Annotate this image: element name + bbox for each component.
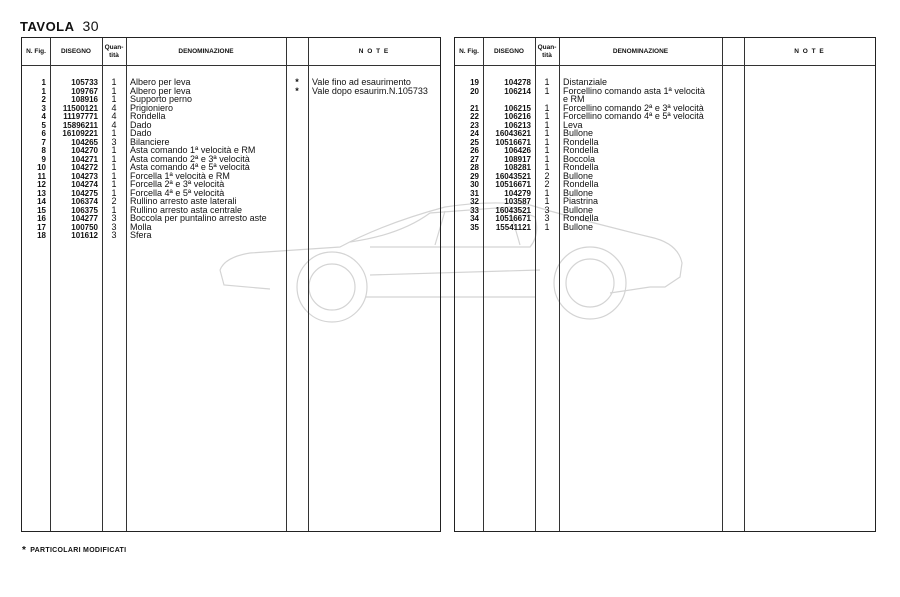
asterisk-icon: * <box>22 545 27 556</box>
code-cell: 104265 <box>71 137 98 147</box>
column-header-name: DENOMINAZIONE <box>612 47 669 55</box>
name-cell: Rondella <box>130 111 166 121</box>
name-cell: Forcellino comando asta 1ª velocità <box>563 85 705 96</box>
name-cell: Bullone <box>563 170 594 181</box>
qty-cell: 3 <box>544 213 550 223</box>
qty-cell: 1 <box>111 187 117 198</box>
fig-cell: 2 <box>41 95 46 104</box>
code-cell: 106215 <box>504 103 531 113</box>
name-cell: Forcellino comando 2ª e 3ª velocità <box>563 102 704 113</box>
qty-cell: 1 <box>544 187 550 198</box>
fig-cell: 7 <box>41 137 46 147</box>
code-cell: 16043521 <box>495 171 531 181</box>
note-cell: Vale dopo esaurim.N.105733 <box>312 85 428 96</box>
column-header-qty: Quan-tità <box>104 43 124 59</box>
qty-cell: 4 <box>111 102 117 113</box>
code-cell: 16109221 <box>62 129 98 138</box>
name-cell: Sfera <box>130 230 152 240</box>
code-cell: 15896211 <box>62 120 98 130</box>
fig-cell: 32 <box>470 197 479 206</box>
name-cell: Asta comando 4ª e 5ª velocità <box>130 162 250 172</box>
name-cell: Rondella <box>563 136 599 147</box>
qty-cell: 3 <box>544 204 550 215</box>
code-cell: 108917 <box>504 154 531 164</box>
code-cell: 109767 <box>71 86 98 96</box>
fig-cell: 6 <box>41 129 46 138</box>
code-cell: 104273 <box>71 171 98 181</box>
name-cell: Rondella <box>563 179 599 189</box>
qty-cell: 3 <box>111 230 117 240</box>
fig-cell: 25 <box>470 137 479 147</box>
qty-cell: 1 <box>111 94 117 104</box>
name-cell: Piastrina <box>563 196 599 206</box>
qty-cell: 1 <box>544 196 550 206</box>
qty-cell: 1 <box>111 77 117 87</box>
name-cell: Distanziale <box>563 77 608 87</box>
name-cell: Dado <box>130 128 152 138</box>
code-cell: 104270 <box>71 146 98 155</box>
qty-cell: 1 <box>544 119 550 130</box>
code-cell: 104271 <box>71 154 98 164</box>
code-cell: 108281 <box>504 163 531 172</box>
code-cell: 104275 <box>71 188 98 198</box>
fig-cell: 23 <box>470 120 479 130</box>
qty-cell: 1 <box>111 162 117 172</box>
code-cell: 103587 <box>504 197 531 206</box>
code-cell: 10516671 <box>495 137 531 147</box>
fig-cell: 10 <box>37 163 46 172</box>
qty-cell: 4 <box>111 111 117 121</box>
column-header-fig: N. Fig. <box>26 47 46 55</box>
fig-cell: 20 <box>470 86 479 96</box>
code-cell: 10516671 <box>495 180 531 189</box>
fig-cell: 28 <box>470 163 479 172</box>
code-cell: 104272 <box>71 163 98 172</box>
qty-cell: 2 <box>111 196 117 206</box>
qty-cell: 1 <box>111 170 117 181</box>
name-cell: Bullone <box>563 204 594 215</box>
table-number: 30 <box>82 18 100 34</box>
table-row <box>455 223 875 232</box>
name-cell: Boccola <box>563 153 596 164</box>
name-cell: Rondella <box>563 213 599 223</box>
name-cell: Rullino arresto asta centrale <box>130 204 243 215</box>
code-cell: 106214 <box>504 86 531 96</box>
code-cell: 15541121 <box>495 222 531 232</box>
fig-cell: 12 <box>37 180 46 189</box>
code-cell: 10516671 <box>495 214 531 223</box>
code-cell: 11197771 <box>63 112 98 121</box>
fig-cell: 4 <box>41 112 46 121</box>
qty-cell: 1 <box>544 136 550 147</box>
qty-cell: 1 <box>544 162 550 172</box>
fig-cell: 19 <box>470 78 479 87</box>
name-cell: Leva <box>563 119 583 130</box>
fig-cell: 18 <box>37 231 46 240</box>
fig-cell: 15 <box>37 205 46 215</box>
code-cell: 11500121 <box>62 103 98 113</box>
fig-cell: 1 <box>41 86 46 96</box>
fig-cell: 14 <box>37 197 46 206</box>
qty-cell: 1 <box>544 145 550 155</box>
header-divider <box>22 65 440 66</box>
code-cell: 106375 <box>71 205 98 215</box>
code-cell: 16043621 <box>495 129 531 138</box>
qty-cell: 1 <box>544 128 550 138</box>
title-label: TAVOLA <box>20 19 75 34</box>
mark-cell: * <box>295 77 299 87</box>
code-cell: 106426 <box>504 146 531 155</box>
code-cell: 106216 <box>504 112 531 121</box>
fig-cell: 21 <box>470 103 479 113</box>
qty-cell: 1 <box>544 153 550 164</box>
qty-cell: 1 <box>111 153 117 164</box>
fig-cell: 34 <box>470 214 479 223</box>
column-header-name: DENOMINAZIONE <box>178 47 234 55</box>
name-cell: Boccola per puntalino arresto aste <box>130 213 267 223</box>
column-header-notes: N O T E <box>358 47 390 55</box>
name-cell: e RM <box>563 94 585 104</box>
name-cell: Forcella 1ª velocità e RM <box>130 170 230 181</box>
fig-cell: 22 <box>470 112 479 121</box>
qty-cell: 4 <box>111 119 117 130</box>
fig-cell: 13 <box>37 188 46 198</box>
name-cell: Prigioniero <box>130 102 174 113</box>
name-cell: Forcellino comando 4ª e 5ª velocità <box>563 111 704 121</box>
qty-cell: 3 <box>111 221 117 232</box>
fig-cell: 5 <box>41 120 46 130</box>
code-cell: 104279 <box>504 188 531 198</box>
column-header-code: DISEGNO <box>494 47 524 55</box>
page-title <box>20 18 99 34</box>
name-cell: Molla <box>130 221 152 232</box>
name-cell: Rondella <box>563 145 599 155</box>
qty-cell: 1 <box>111 85 117 96</box>
qty-cell: 1 <box>111 128 117 138</box>
fig-cell: 27 <box>470 154 479 164</box>
column-header-fig: N. Fig. <box>459 47 479 55</box>
code-cell: 105733 <box>71 78 98 87</box>
column-header-notes: N O T E <box>794 47 825 55</box>
qty-cell: 3 <box>111 213 117 223</box>
qty-cell: 1 <box>544 77 550 87</box>
name-cell: Rullino arresto aste laterali <box>130 196 237 206</box>
fig-cell: 9 <box>41 154 46 164</box>
name-cell: Bullone <box>563 128 594 138</box>
fig-cell: 31 <box>470 188 479 198</box>
qty-cell: 3 <box>111 136 117 147</box>
code-cell: 106374 <box>71 197 98 206</box>
code-cell: 16043521 <box>495 205 531 215</box>
fig-cell: 30 <box>470 180 479 189</box>
header-divider <box>455 65 875 66</box>
fig-cell: 8 <box>41 146 46 155</box>
fig-cell: 11 <box>37 171 46 181</box>
code-cell: 108916 <box>71 95 98 104</box>
parts-table-left <box>21 37 441 532</box>
name-cell: Albero per leva <box>130 77 191 87</box>
qty-cell: 2 <box>544 170 550 181</box>
table-row <box>22 231 440 240</box>
parts-table-right <box>454 37 876 532</box>
name-cell: Supporto perno <box>130 94 193 104</box>
fig-cell: 24 <box>470 129 479 138</box>
column-header-code: DISEGNO <box>61 47 91 55</box>
name-cell: Bilanciere <box>130 136 170 147</box>
fig-cell: 17 <box>37 222 46 232</box>
code-cell: 104278 <box>504 78 531 87</box>
fig-cell: 29 <box>470 171 479 181</box>
code-cell: 106213 <box>504 120 531 130</box>
qty-cell: 2 <box>544 179 550 189</box>
name-cell: Rondella <box>563 162 599 172</box>
code-cell: 100750 <box>71 222 98 232</box>
name-cell: Forcella 2ª e 3ª velocità <box>130 179 225 189</box>
qty-cell: 1 <box>111 204 117 215</box>
qty-cell: 1 <box>111 179 117 189</box>
code-cell: 104274 <box>71 180 98 189</box>
fig-cell: 33 <box>470 205 479 215</box>
name-cell: Asta comando 1ª velocità e RM <box>130 145 256 155</box>
fig-cell: 3 <box>41 103 46 113</box>
name-cell: Dado <box>130 119 152 130</box>
name-cell: Bullone <box>563 221 594 232</box>
name-cell: Asta comando 2ª e 3ª velocità <box>130 153 250 164</box>
code-cell: 104277 <box>71 214 98 223</box>
name-cell: Bullone <box>563 187 594 198</box>
column-header-qty: Quan-tità <box>537 43 557 59</box>
footnote-text: PARTICOLARI MODIFICATI <box>30 547 127 554</box>
name-cell: Forcella 4ª e 5ª velocità <box>130 187 225 198</box>
fig-cell: 1 <box>41 78 46 87</box>
fig-cell: 35 <box>470 222 479 232</box>
fig-cell: 16 <box>37 214 46 223</box>
qty-cell: 1 <box>544 221 550 232</box>
qty-cell: 1 <box>544 102 550 113</box>
name-cell: Albero per leva <box>130 85 191 96</box>
footnote <box>22 545 126 556</box>
note-cell: Vale fino ad esaurimento <box>312 77 411 87</box>
qty-cell: 1 <box>111 145 117 155</box>
qty-cell: 1 <box>544 85 550 96</box>
code-cell: 101612 <box>71 231 98 240</box>
fig-cell: 26 <box>470 146 479 155</box>
qty-cell: 1 <box>544 111 550 121</box>
mark-cell: * <box>295 85 299 96</box>
